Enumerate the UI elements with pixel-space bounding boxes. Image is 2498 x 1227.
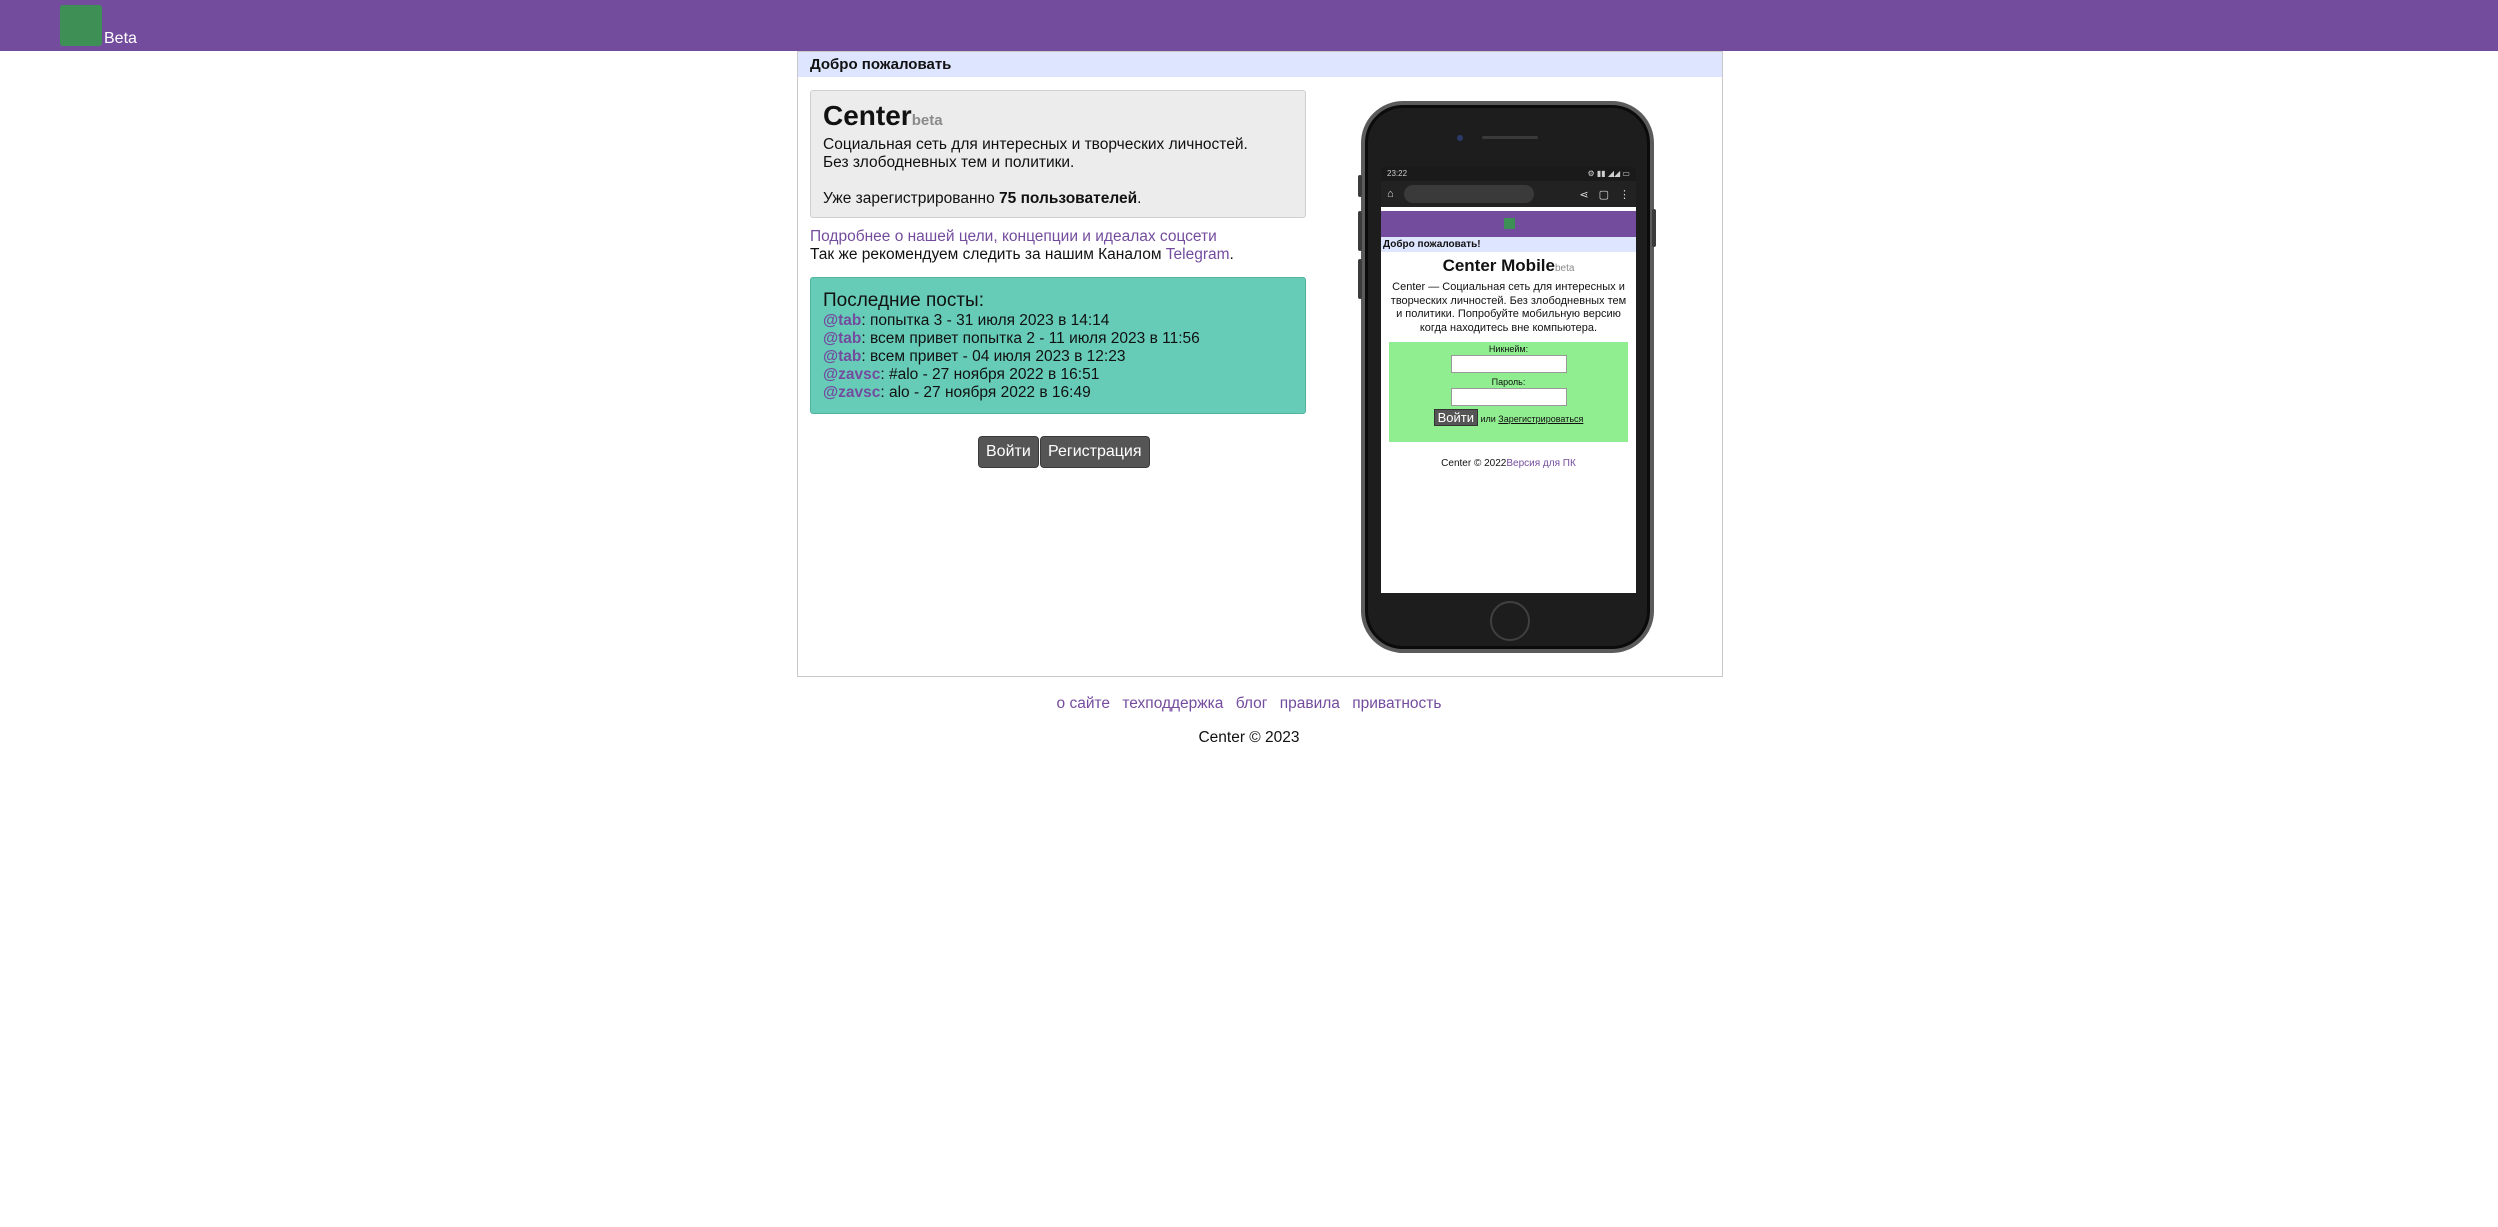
phone-login-button: Войти: [1434, 409, 1478, 426]
post-text: : alo - 27 ноября 2022 в 16:49: [880, 384, 1091, 401]
phone-pc-version-link: Версия для ПК: [1506, 458, 1576, 469]
phone-site-logo: [1504, 218, 1515, 229]
telegram-recommendation: [810, 246, 1234, 264]
phone-url-bar: [1404, 185, 1534, 203]
tabs-icon: ▢: [1598, 188, 1609, 201]
post-item: [823, 330, 1293, 348]
phone-volume-up: [1358, 211, 1362, 251]
phone-side-button: [1358, 175, 1362, 197]
phone-status-icons: ⚙ ▮▮ ◢◢ ▭: [1587, 169, 1630, 178]
footer-links: [0, 695, 2498, 713]
phone-form-actions: [1389, 410, 1628, 425]
footer-link-rules[interactable]: правила: [1279, 695, 1340, 712]
post-text: : #alo - 27 ноября 2022 в 16:51: [880, 366, 1100, 383]
intro-line-1: Социальная сеть для интересных и творческих личностей.: [823, 136, 1248, 153]
latest-posts-box: [810, 277, 1306, 414]
footer-link-support[interactable]: техподдержка: [1122, 695, 1224, 712]
phone-footer-text: Center © 2022: [1441, 458, 1507, 469]
phone-description: Center — Социальная сеть для интересных и творческих личностей. Без злободневных тем и политики. Попробуйте мобильную версию когда находитесь вне компьютера.: [1390, 281, 1627, 334]
post-item: [823, 366, 1293, 384]
phone-volume-down: [1358, 259, 1362, 299]
phone-title-suffix: beta: [1554, 263, 1575, 274]
post-author-link[interactable]: @zavsc: [823, 384, 881, 401]
phone-mockup: [1361, 101, 1654, 653]
panel-title: Добро пожаловать: [798, 52, 1722, 77]
share-icon: ⋖: [1579, 188, 1589, 201]
top-bar: [0, 0, 2498, 51]
post-item: [823, 312, 1293, 330]
footer-link-about[interactable]: о сайте: [1056, 695, 1111, 712]
login-button[interactable]: Войти: [978, 436, 1039, 468]
phone-register-link: Зарегистрироваться: [1498, 414, 1584, 424]
phone-password-label: Пароль:: [1491, 377, 1526, 387]
phone-title-text: Center Mobile: [1442, 256, 1555, 275]
registered-suffix: .: [1137, 190, 1142, 207]
more-icon: ⋮: [1619, 188, 1630, 201]
channel-suffix: .: [1229, 246, 1234, 263]
brand-beta-suffix: beta: [911, 112, 943, 129]
registered-count: 75 пользователей: [999, 190, 1138, 207]
phone-speaker: [1482, 136, 1538, 139]
about-concept-link[interactable]: Подробнее о нашей цели, концепции и идеалах соцсети: [810, 228, 1217, 245]
post-item: [823, 384, 1293, 402]
registered-count-text: [823, 190, 1293, 208]
post-item: [823, 348, 1293, 366]
phone-camera-icon: [1457, 135, 1463, 141]
intro-line-2: Без злободневных тем и политики.: [823, 154, 1075, 171]
home-icon: ⌂: [1387, 188, 1394, 200]
post-author-link[interactable]: @tab: [823, 312, 862, 329]
phone-title: [1381, 256, 1636, 279]
post-text: : попытка 3 - 31 июля 2023 в 14:14: [861, 312, 1110, 329]
channel-text: Так же рекомендуем следить за нашим Каналом: [810, 246, 1166, 263]
site-logo[interactable]: [60, 5, 102, 46]
phone-browser-bar: [1381, 181, 1636, 207]
intro-box: [810, 90, 1306, 218]
footer-link-blog[interactable]: блог: [1235, 695, 1268, 712]
post-author-link[interactable]: @zavsc: [823, 366, 881, 383]
registered-prefix: Уже зарегистрированно: [823, 190, 1000, 207]
phone-nickname-label: Никнейм:: [1488, 344, 1529, 354]
copyright: Center © 2023: [1198, 729, 1300, 746]
telegram-link[interactable]: Telegram: [1165, 246, 1230, 263]
brand-title: [823, 101, 1293, 136]
post-author-link[interactable]: @tab: [823, 330, 862, 347]
phone-login-form: [1389, 342, 1628, 442]
post-text: : всем привет - 04 июля 2023 в 12:23: [861, 348, 1126, 365]
phone-nickname-input: [1451, 355, 1567, 373]
phone-or-text: или: [1477, 414, 1499, 424]
footer-link-privacy[interactable]: приватность: [1352, 695, 1442, 712]
post-text: : всем привет попытка 2 - 11 июля 2023 в 11:56: [861, 330, 1200, 347]
info-links: [810, 228, 1234, 264]
register-button[interactable]: Регистрация: [1040, 436, 1150, 468]
phone-welcome: Добро пожаловать!: [1381, 237, 1636, 252]
phone-power-button: [1652, 209, 1656, 247]
posts-list: [823, 312, 1293, 402]
phone-site-header: [1381, 211, 1636, 237]
phone-password-input: [1451, 388, 1567, 406]
brand-name: Center: [823, 100, 912, 131]
latest-posts-title: Последние посты:: [823, 290, 984, 311]
phone-footer: [1381, 458, 1636, 469]
beta-label: Beta: [104, 30, 137, 47]
phone-screen: [1381, 167, 1636, 593]
post-author-link[interactable]: @tab: [823, 348, 862, 365]
phone-status-time: 23:22: [1387, 169, 1408, 178]
phone-status-bar: [1381, 167, 1636, 181]
phone-home-button: [1490, 601, 1530, 641]
